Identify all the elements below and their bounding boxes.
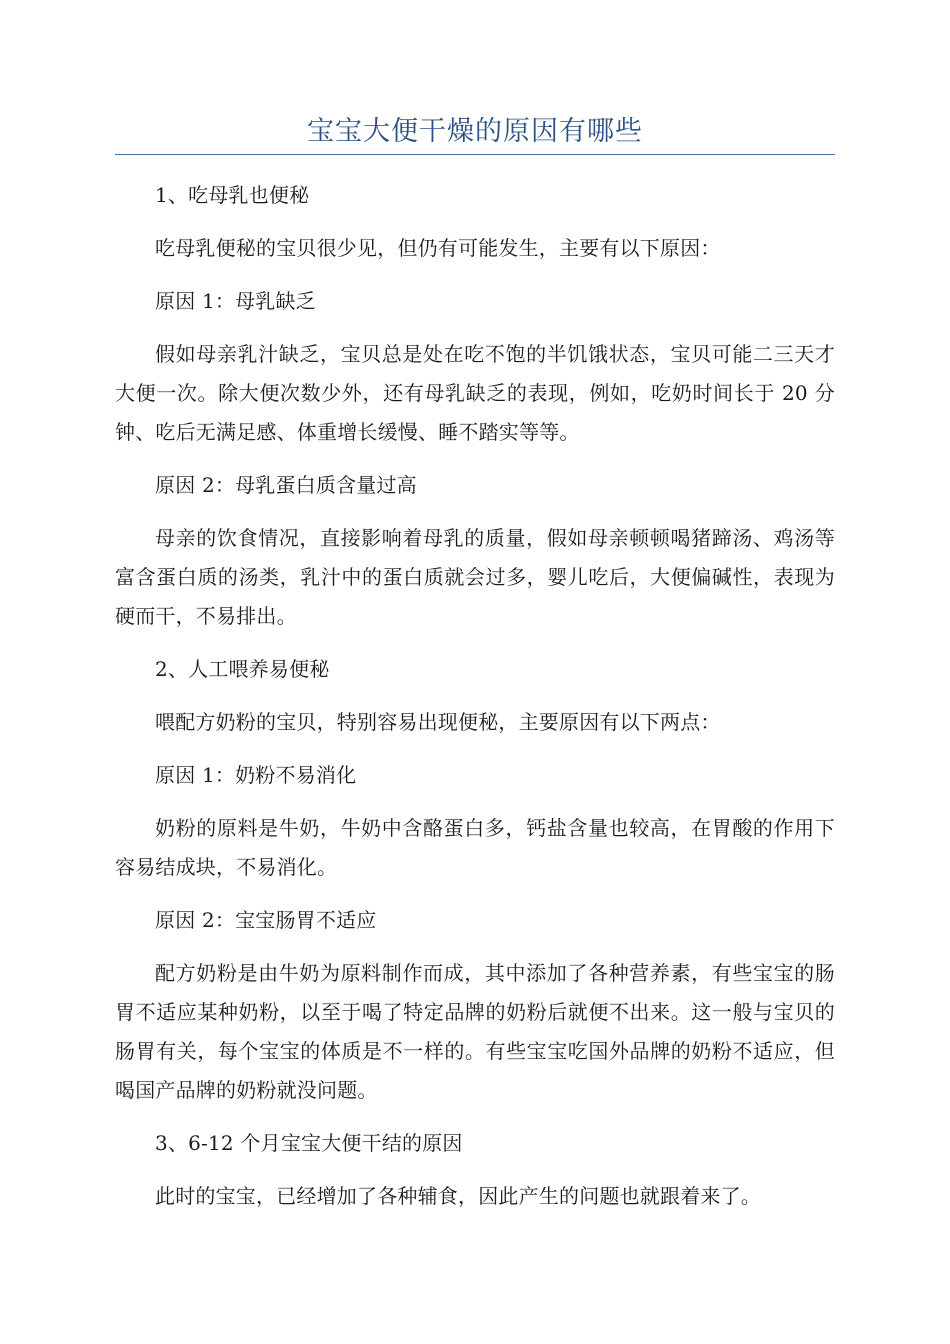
section-heading-1: 1、吃母乳也便秘	[155, 183, 310, 207]
document-title: 宝宝大便干燥的原因有哪些	[307, 116, 643, 147]
paragraph: 吃母乳便秘的宝贝很少见，但仍有可能发生，主要有以下原因：	[155, 236, 721, 260]
document-body	[115, 176, 835, 1230]
section-heading-3: 3、6-12 个月宝宝大便干结的原因	[155, 1131, 463, 1155]
paragraph: 喂配方奶粉的宝贝，特别容易出现便秘，主要原因有以下两点：	[155, 710, 721, 734]
section-heading-2: 2、人工喂养易便秘	[155, 657, 330, 681]
subheading: 原因 2：宝宝肠胃不适应	[155, 908, 377, 932]
paragraph: 假如母亲乳汁缺乏，宝贝总是处在吃不饱的半饥饿状态，宝贝可能二三天才大便一次。除大便次数少外，还有母乳缺乏的表现，例如，吃奶时间长于 20 分钟、吃后无满足感、体重增长缓慢、睡不踏实等等。	[115, 342, 835, 444]
paragraph: 奶粉的原料是牛奶，牛奶中含酪蛋白多，钙盐含量也较高，在胃酸的作用下容易结成块，不易消化。	[115, 816, 835, 879]
paragraph: 配方奶粉是由牛奶为原料制作而成，其中添加了各种营养素，有些宝宝的肠胃不适应某种奶粉，以至于喝了特定品牌的奶粉后就便不出来。这一般与宝贝的肠胃有关，每个宝宝的体质是不一样的。有些宝宝吃国外品牌的奶粉不适应，但喝国产品牌的奶粉就没问题。	[115, 961, 835, 1102]
title-underline	[115, 154, 835, 155]
subheading: 原因 1：奶粉不易消化	[155, 763, 357, 787]
paragraph: 母亲的饮食情况，直接影响着母乳的质量，假如母亲顿顿喝猪蹄汤、鸡汤等富含蛋白质的汤类，乳汁中的蛋白质就会过多，婴儿吃后，大便偏碱性，表现为硬而干，不易排出。	[115, 526, 835, 628]
paragraph: 此时的宝宝，已经增加了各种辅食，因此产生的问题也就跟着来了。	[155, 1184, 761, 1208]
subheading: 原因 1：母乳缺乏	[155, 289, 316, 313]
subheading: 原因 2：母乳蛋白质含量过高	[155, 473, 417, 497]
